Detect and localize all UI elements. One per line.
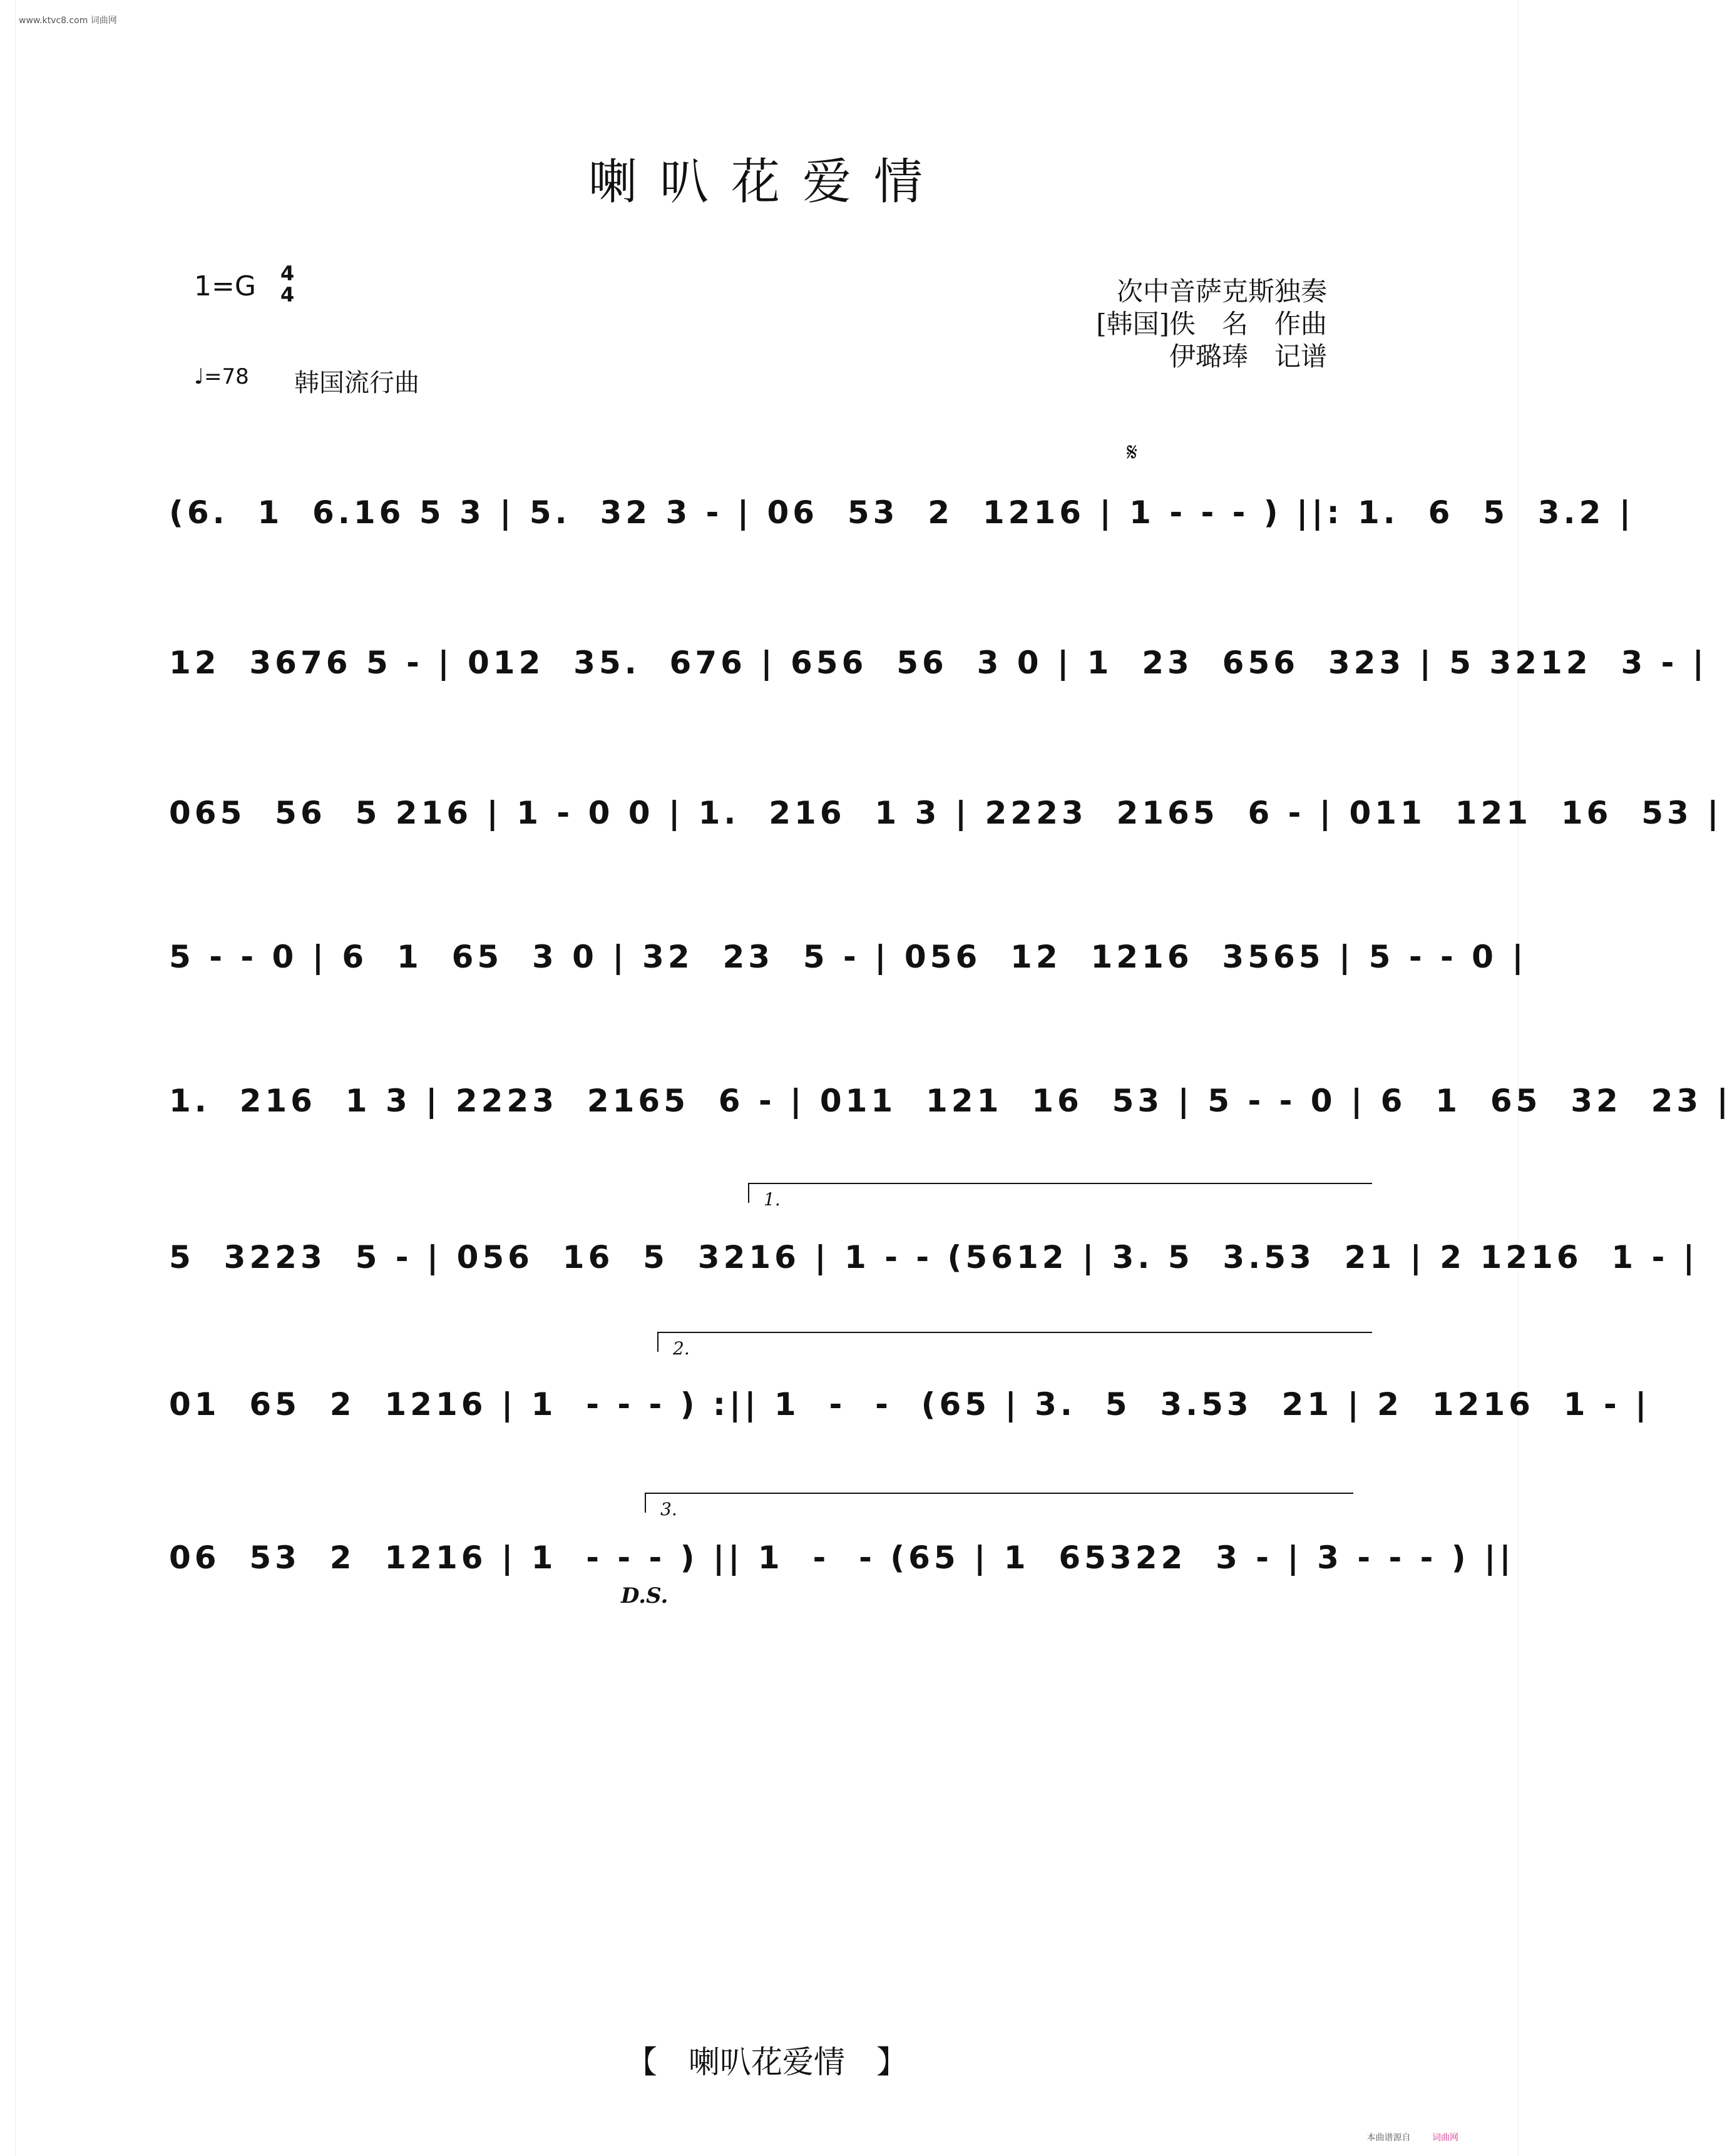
score-line-notes: 065 56 5 216 | 1 - 0 0 | 1. 216 1 3 | 2223 2165 6 - | 011 121 16 53 | [169,795,1723,831]
credits [1096,275,1327,373]
segno-sign: 𝄋 [1127,438,1138,467]
score-line-4 [163,920,1527,995]
score-line-notes: 06 53 2 1216 | 1 - - - ) || 1 - - (65 | 1 65322 3 - | 3 - - - ) || [169,1540,1515,1576]
score-line-5 [163,1064,1732,1139]
source-footnote [1367,2131,1458,2143]
score-line-8 [163,1521,1515,1596]
volta-bracket-1 [748,1183,1372,1203]
credit-composer: [韩国]佚 名 作曲 [1096,309,1327,339]
genre-label: 韩国流行曲 [294,369,419,397]
credit-performance: 次中音萨克斯独奏 [1116,276,1327,307]
score-line-notes: 1. 216 1 3 | 2223 2165 6 - | 011 121 16 53 | 5 - - 0 | 6 1 65 32 23 | [169,1083,1732,1119]
score-line-notes: (6. 1 6.16 5 3 | 5. 32 3 - | 06 53 2 1216 | 1 - - - ) ||: 1. 6 5 3.2 | [169,494,1635,531]
right-margin-strip [1518,0,1534,2156]
score-line-notes: 5 3223 5 - | 056 16 5 3216 | 1 - - (5612 | 3. 5 3.53 21 | 2 1216 1 - | [169,1239,1699,1275]
footer-title: 【 喇叭花爱情 】 [626,2044,908,2080]
score-line-6 [163,1220,1699,1295]
score-line-2 [163,626,1708,701]
site-watermark: www.ktvc8.com 词曲网 [19,16,117,26]
score-line-1 [163,476,1635,551]
volta-label-3: 3. [660,1499,677,1520]
score-line-3 [163,776,1723,851]
dal-segno-mark: D.S. [621,1583,669,1608]
tempo-marking: ♩=78 [194,364,249,389]
credit-transcriber: 伊璐琫 记谱 [1169,341,1327,372]
score-line-notes: 01 65 2 1216 | 1 - - - ) :|| 1 - - (65 | 3. 5 3.53 21 | 2 1216 1 - | [169,1386,1651,1423]
brand-link[interactable]: 词曲网 [1432,2133,1458,2143]
volta-bracket-3 [645,1493,1353,1513]
volta-label-2: 2. [673,1338,690,1359]
source-text: 本曲谱源自 [1366,2133,1411,2143]
key-signature: 1=G [194,270,256,302]
volta-label-1: 1. [764,1189,781,1210]
score-line-notes: 12 3676 5 - | 012 35. 676 | 656 56 3 0 | 1 23 656 323 | 5 3212 3 - | [169,645,1708,681]
time-signature [280,263,294,305]
time-signature-top: 4 [280,262,295,285]
time-signature-bottom: 4 [280,283,295,307]
song-title: 喇叭花爱情 [588,154,945,210]
volta-bracket-2 [657,1332,1372,1352]
score-line-notes: 5 - - 0 | 6 1 65 3 0 | 32 23 5 - | 056 12 1216 3565 | 5 - - 0 | [169,939,1527,975]
score-line-7 [163,1367,1651,1443]
left-margin-strip [0,0,16,2156]
